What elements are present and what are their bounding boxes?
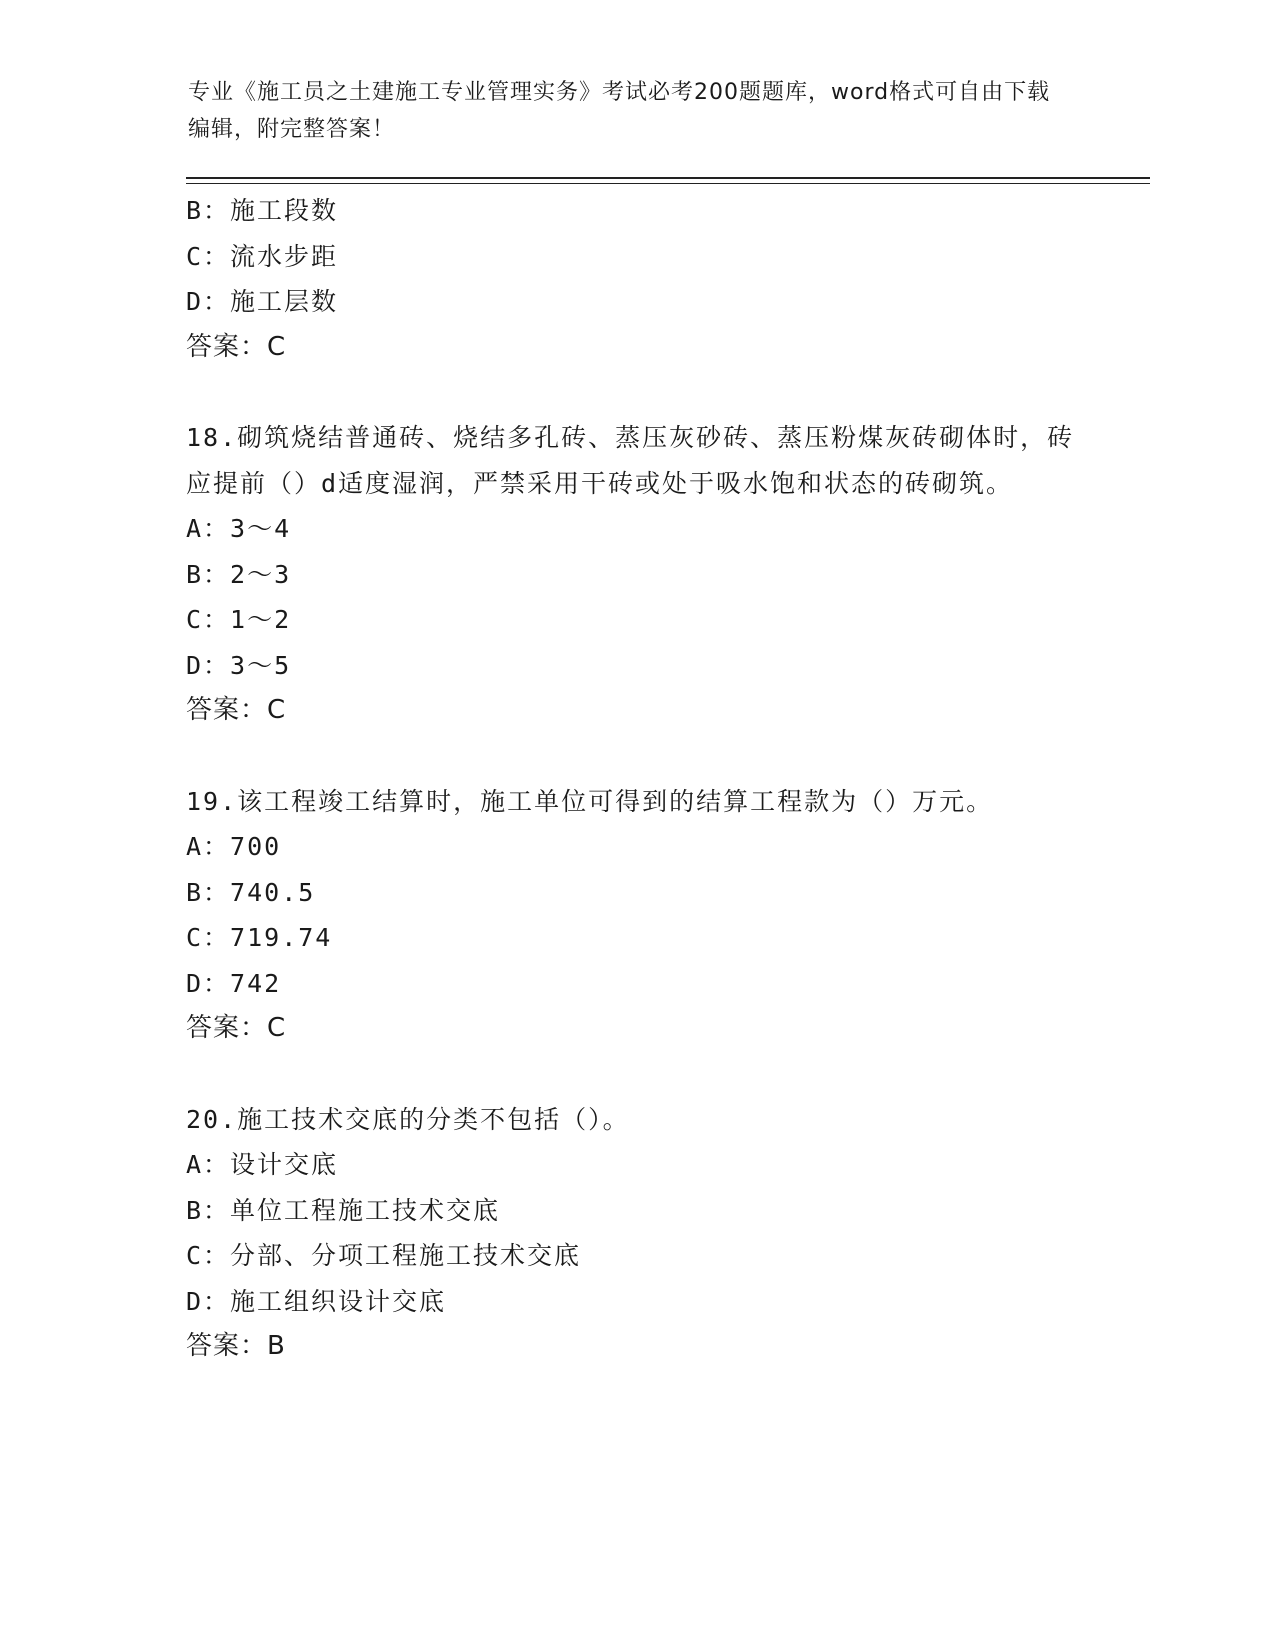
question-block-20 — [186, 1097, 1086, 1370]
option-b: B：2～3 — [186, 559, 292, 589]
spacer — [186, 370, 1086, 415]
option-a: A：700 — [186, 832, 282, 861]
spacer — [186, 734, 1086, 779]
option-b: B：施工段数 — [186, 196, 339, 225]
answer-text: 答案：C — [186, 1013, 287, 1043]
option-b: B：单位工程施工技术交底 — [186, 1195, 501, 1225]
option-d: D：施工层数 — [186, 287, 339, 316]
option-a: A：3～4 — [186, 514, 292, 543]
answer-text: 答案：B — [186, 1331, 286, 1361]
option-c: C：流水步距 — [186, 241, 339, 271]
header-divider — [186, 177, 1150, 179]
option-d: D：施工组织设计交底 — [186, 1286, 447, 1316]
question-block-18 — [186, 415, 1086, 734]
option-c: C：1～2 — [186, 605, 292, 634]
option-a: A：设计交底 — [186, 1150, 339, 1179]
question-block-19 — [186, 779, 1086, 1052]
question-text: 20.施工技术交底的分类不包括（）。 — [186, 1104, 630, 1134]
answer-text: 答案：C — [186, 695, 287, 725]
option-c: C：分部、分项工程施工技术交底 — [186, 1241, 582, 1270]
option-b: B：740.5 — [186, 877, 316, 907]
question-list — [186, 188, 1086, 1370]
option-d: D：742 — [186, 968, 282, 998]
question-block-partial — [186, 188, 1086, 370]
option-d: D：3～5 — [186, 650, 292, 680]
document-header: 专业《施工员之土建施工专业管理实务》考试必考200题题库，word格式可自由下载编辑，附完整答案！ — [188, 80, 1051, 142]
header-divider-thin — [186, 183, 1150, 184]
option-c: C：719.74 — [186, 923, 333, 952]
spacer — [186, 1052, 1086, 1097]
question-text: 18.砌筑烧结普通砖、烧结多孔砖、蒸压灰砂砖、蒸压粉煤灰砖砌体时，砖应提前（）d适度湿润，严禁采用干砖或处于吸水饱和状态的砖砌筑。 — [186, 423, 1075, 498]
answer-text: 答案：C — [186, 331, 287, 362]
question-text: 19.该工程竣工结算时，施工单位可得到的结算工程款为（）万元。 — [186, 786, 994, 816]
